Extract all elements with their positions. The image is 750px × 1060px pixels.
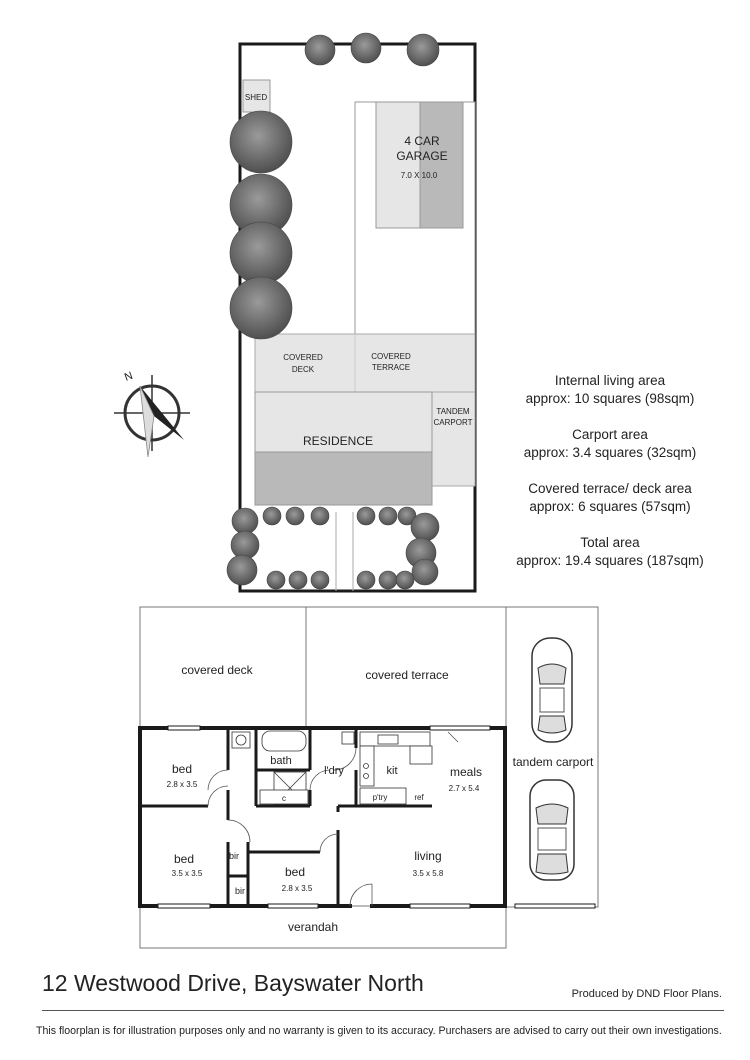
label-living: living (414, 849, 442, 863)
label-kit: kit (386, 765, 398, 777)
label-verandah: verandah (287, 920, 339, 934)
site-covered-deck-2: DECK (291, 365, 315, 374)
label-meals-size: 2.7 x 5.4 (448, 784, 480, 793)
area-title: Total area (580, 535, 640, 550)
label-covered-terrace: covered terrace (365, 668, 449, 682)
label-laundry: l'dry (324, 765, 344, 777)
site-tandem-1: TANDEM (436, 407, 470, 416)
site-covered-terrace-2: TERRACE (371, 363, 411, 372)
house-walls (140, 728, 505, 906)
site-plan (114, 33, 475, 591)
floor-plan (140, 607, 598, 948)
area-value: approx: 3.4 squares (32sqm) (523, 445, 697, 460)
covered-terrace-area (306, 607, 506, 727)
label-living-size: 3.5 x 5.8 (412, 869, 444, 878)
label-ref: ref (414, 793, 424, 802)
car-icon (530, 780, 574, 880)
producer-credit: Produced by DND Floor Plans. (571, 988, 722, 1000)
label-c: c (282, 794, 286, 803)
area-value: approx: 10 squares (98sqm) (525, 391, 695, 406)
shed-label: SHED (244, 93, 268, 102)
label-bed-3-size: 2.8 x 3.5 (281, 884, 313, 893)
footer-divider (42, 1010, 724, 1011)
label-bir-1: bir (228, 851, 240, 861)
covered-area (255, 334, 475, 392)
label-meals: meals (449, 765, 483, 779)
area-internal (505, 372, 715, 408)
area-summary (505, 372, 715, 588)
property-address: 12 Westwood Drive, Bayswater North (42, 970, 424, 996)
area-title: Internal living area (554, 373, 666, 388)
area-total (505, 534, 715, 570)
area-value: approx: 6 squares (57sqm) (529, 499, 691, 514)
area-carport (505, 426, 715, 462)
area-terrace (505, 480, 715, 516)
site-covered-deck-1: COVERED (283, 353, 323, 362)
site-covered-terrace-1: COVERED (371, 352, 411, 361)
car-icon (532, 638, 572, 742)
garage (376, 102, 463, 228)
north-label: N (122, 369, 135, 384)
label-bath: bath (270, 755, 292, 767)
label-bed-2: bed (173, 852, 195, 866)
label-bed-1: bed (171, 762, 193, 776)
label-bed-3: bed (284, 865, 306, 879)
garage-label-1: 4 CAR (404, 134, 440, 148)
disclaimer: This floorplan is for illustration purposes only and no warranty is given to its accuracy. Purchasers are advised to carry out their own investigations. (36, 1025, 722, 1037)
site-tandem-2: CARPORT (433, 418, 473, 427)
area-title: Carport area (572, 427, 648, 442)
label-bed-2-size: 3.5 x 3.5 (171, 869, 203, 878)
label-bir-2: bir (234, 886, 246, 896)
label-tandem-carport: tandem carport (512, 755, 594, 769)
residence-label: RESIDENCE (302, 434, 374, 448)
label-bed-1-size: 2.8 x 3.5 (166, 780, 198, 789)
garage-size: 7.0 X 10.0 (400, 171, 438, 180)
label-covered-deck: covered deck (181, 663, 253, 677)
north-arrow-icon (114, 370, 190, 457)
area-value: approx: 19.4 squares (187sqm) (516, 553, 704, 568)
area-title: Covered terrace/ deck area (528, 481, 692, 496)
garage-label-2: GARAGE (396, 149, 448, 163)
label-pantry: p'try (372, 793, 388, 802)
